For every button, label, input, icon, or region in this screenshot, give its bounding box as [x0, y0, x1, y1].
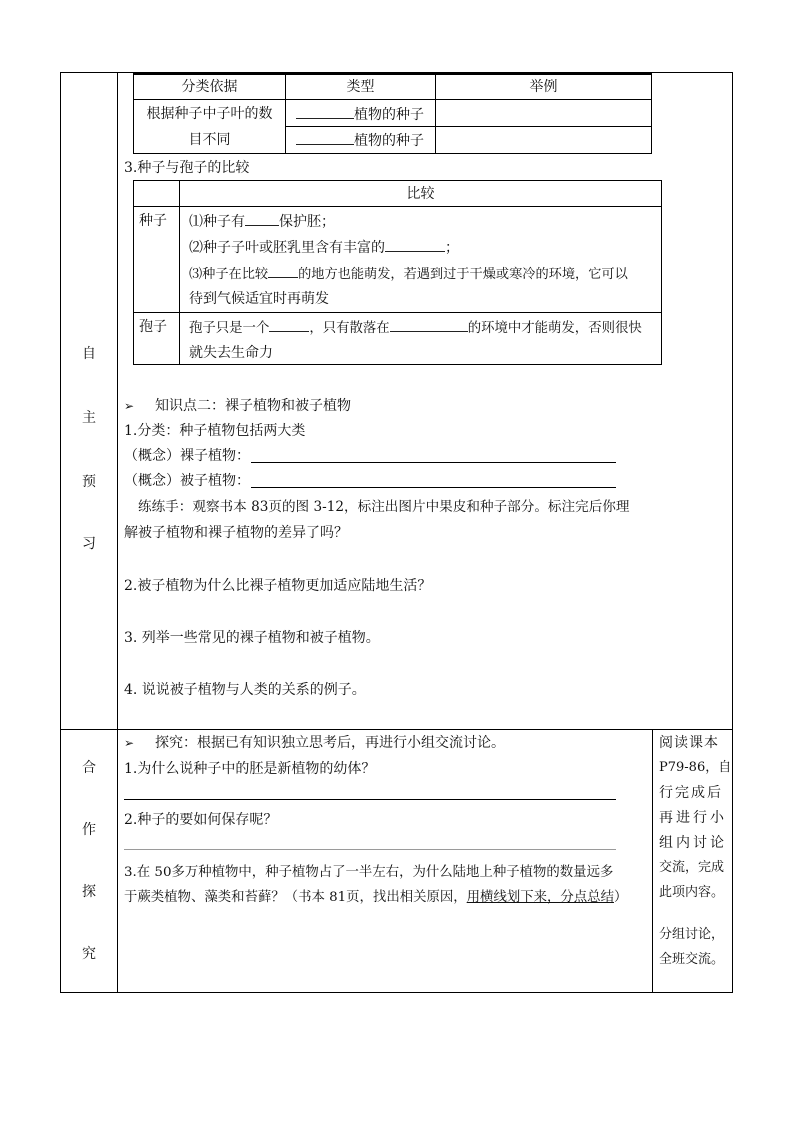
- seed-line-3: ⑶种子在比较 的地方也能萌发，若遇到过于干燥或寒冷的环境，它可以: [189, 263, 628, 285]
- note-line: 此项内容。: [659, 885, 725, 900]
- seed-line-4: 待到气候适宜时再萌发: [189, 291, 329, 307]
- fill-blank[interactable]: [296, 104, 354, 119]
- outer-right-border: [732, 72, 733, 993]
- outer-row-divider: [60, 729, 733, 730]
- cls-top: [133, 73, 652, 75]
- section-char: 探: [82, 884, 96, 900]
- cmp-header: 比较: [406, 186, 435, 202]
- seed-line-2: ⑵种子子叶或胚乳里含有丰富的 ；: [189, 237, 459, 258]
- outer-bottom-border: [60, 992, 733, 993]
- fill-blank[interactable]: [390, 317, 468, 332]
- gymnosperm-answer-line[interactable]: [251, 462, 616, 463]
- gymnosperm-definition: （概念）裸子植物：: [124, 448, 250, 464]
- cls-right: [651, 73, 652, 154]
- section-char: 自: [82, 346, 96, 362]
- note-line: 再进行小: [659, 810, 727, 826]
- note-line: 行完成后: [659, 785, 723, 801]
- explore-question-1: 1.为什么说种子中的胚是新植物的幼体？: [124, 761, 376, 777]
- section-char: 究: [82, 946, 96, 962]
- fill-blank[interactable]: [245, 211, 279, 226]
- angiosperm-answer-line[interactable]: [251, 487, 616, 488]
- cls-basis-line2: 目不同: [188, 132, 231, 148]
- note-line: 交流，完成: [659, 860, 725, 875]
- cls-type-row-1: 植物的种子: [296, 104, 424, 125]
- explore-answer-line-1[interactable]: [124, 799, 616, 800]
- fill-blank[interactable]: [269, 317, 309, 332]
- cls-type-row-2: 植物的种子: [296, 130, 424, 151]
- note-line: 全班交流。: [659, 952, 725, 967]
- fill-blank[interactable]: [385, 237, 445, 252]
- outer-left-border: [60, 72, 61, 993]
- cmp-div: [179, 180, 180, 365]
- section3-title: 3.种子与孢子的比较: [124, 160, 250, 176]
- cls-header-bottom: [133, 99, 652, 100]
- section-char: 习: [82, 536, 96, 552]
- cmp-left: [133, 180, 134, 365]
- practice-line-1: 练练手：观察书本 83页的图 3-12，标注出图片中果皮和种子部分。标注完后你理: [138, 499, 630, 515]
- outer-col-divider-2: [652, 729, 653, 992]
- fill-blank[interactable]: [268, 263, 298, 278]
- note-line: 组内讨论: [659, 835, 727, 851]
- cls-header-type: 类型: [346, 79, 375, 95]
- section-char: 合: [82, 760, 96, 776]
- explore-question-2: 2.种子的要如何保存呢？: [124, 812, 278, 828]
- kp2-question-4: 4. 说说被子植物与人类的关系的例子。: [124, 682, 366, 698]
- explore-question-3-line-2: 于蕨类植物、藻类和苔藓？（书本 81页，找出相关原因，用横线划下来，分点总结）: [124, 890, 628, 905]
- cmp-spore-label: 孢子: [139, 319, 167, 335]
- kp2-item1: 1.分类：种子植物包括两大类: [124, 423, 306, 439]
- kp2-question-3: 3. 列举一些常见的裸子植物和被子植物。: [124, 630, 380, 646]
- cmp-right: [661, 180, 662, 365]
- cls-header-example: 举例: [529, 79, 558, 95]
- outer-col-divider-1: [117, 72, 118, 993]
- section-char: 主: [82, 410, 96, 426]
- fill-blank[interactable]: [296, 130, 354, 145]
- explore-question-3-line-1: 3.在 50多万种植物中，种子植物占了一半左右，为什么陆地上种子植物的数量远多: [124, 865, 614, 880]
- cls-header-basis: 分类依据: [181, 79, 238, 95]
- cmp-bottom: [133, 364, 662, 365]
- note-line: 分组讨论，: [659, 927, 725, 942]
- explore-heading: ➢ 探究：根据已有知识独立思考后，再进行小组交流讨论。: [124, 735, 505, 751]
- cmp-row-mid: [133, 312, 662, 313]
- cmp-top: [133, 180, 662, 181]
- cmp-header-bottom: [133, 206, 662, 207]
- bullet-arrow-icon: ➢: [124, 736, 135, 750]
- cls-bottom: [133, 153, 652, 154]
- note-line: P79-86，自: [659, 760, 732, 775]
- note-line: 阅读课本: [659, 735, 719, 751]
- section-char: 预: [82, 474, 96, 490]
- explore-answer-line-2[interactable]: [124, 849, 616, 850]
- cmp-seed-label: 种子: [139, 213, 167, 229]
- seed-line-1: ⑴种子有 保护胚；: [189, 211, 335, 232]
- kp2-heading: ➢ 知识点二：裸子植物和被子植物: [124, 398, 351, 414]
- practice-line-2: 解被子植物和裸子植物的差异了吗？: [124, 525, 348, 541]
- spore-line-2: 就失去生命力: [189, 345, 273, 361]
- cls-basis-line1: 根据种子中子叶的数: [146, 106, 273, 122]
- cls-row-mid: [285, 126, 652, 127]
- bullet-arrow-icon: ➢: [124, 399, 135, 413]
- kp2-question-2: 2.被子植物为什么比裸子植物更加适应陆地生活？: [124, 578, 432, 594]
- section-char: 作: [82, 822, 96, 838]
- angiosperm-definition: （概念）被子植物：: [124, 473, 250, 489]
- spore-line-1: 孢子只是一个 ，只有散落在 的环境中才能萌发，否则很快: [189, 317, 642, 339]
